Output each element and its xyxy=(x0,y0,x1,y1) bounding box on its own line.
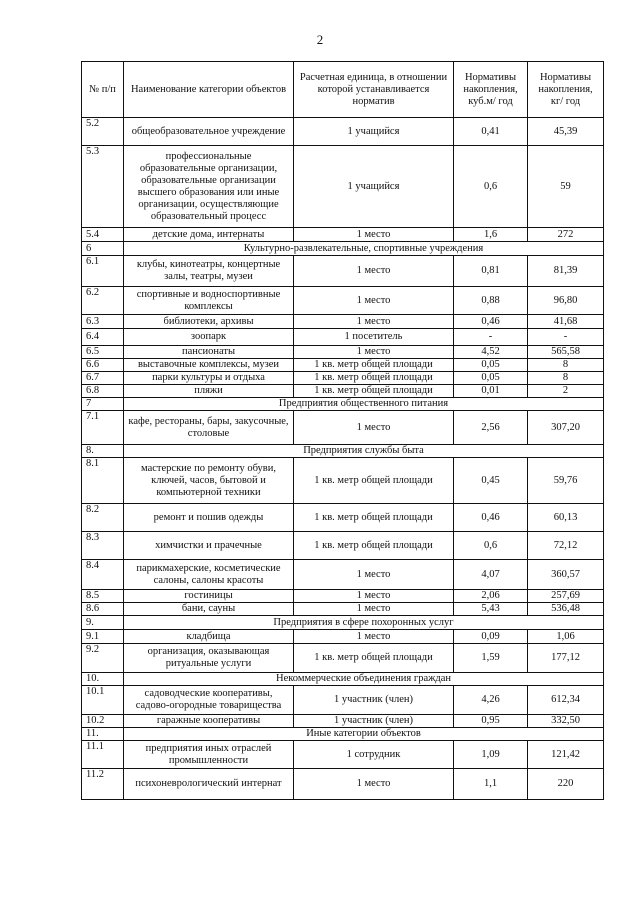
calculation-unit: 1 кв. метр общей площади xyxy=(294,385,454,398)
norm-mass: 45,39 xyxy=(528,118,604,146)
norm-volume: 1,6 xyxy=(454,228,528,242)
table-row xyxy=(82,532,604,560)
norm-volume: 2,56 xyxy=(454,411,528,445)
table-row xyxy=(82,769,604,800)
section-number: 7 xyxy=(82,398,124,411)
calculation-unit: 1 сотрудник xyxy=(294,741,454,769)
header-norm-volume: Нормативы накопления, куб.м/ год xyxy=(454,62,528,118)
table-row xyxy=(82,630,604,644)
calculation-unit: 1 место xyxy=(294,603,454,616)
calculation-unit: 1 участник (член) xyxy=(294,715,454,728)
section-number: 9. xyxy=(82,616,124,630)
object-category: общеобразовательное учреждение xyxy=(124,118,294,146)
calculation-unit: 1 учащийся xyxy=(294,118,454,146)
norm-mass: 72,12 xyxy=(528,532,604,560)
table-row xyxy=(82,315,604,329)
norm-volume: 0,45 xyxy=(454,458,528,504)
section-title: Некоммерческие объединения граждан xyxy=(124,673,604,686)
object-category: кафе, рестораны, бары, закусочные, столовые xyxy=(124,411,294,445)
norm-volume: 0,88 xyxy=(454,287,528,315)
calculation-unit: 1 место xyxy=(294,560,454,590)
norm-mass: 41,68 xyxy=(528,315,604,329)
object-category: клубы, кинотеатры, концертные залы, театры, музеи xyxy=(124,256,294,287)
table-row xyxy=(82,287,604,315)
object-category: химчистки и прачечные xyxy=(124,532,294,560)
row-number: 9.1 xyxy=(82,630,124,644)
row-number: 8.4 xyxy=(82,560,124,590)
norm-volume: 0,09 xyxy=(454,630,528,644)
calculation-unit: 1 место xyxy=(294,287,454,315)
header-unit: Расчетная единица, в отношении которой устанавливается норматив xyxy=(294,62,454,118)
norm-mass: 8 xyxy=(528,359,604,372)
norm-volume: 0,05 xyxy=(454,359,528,372)
object-category: выставочные комплексы, музеи xyxy=(124,359,294,372)
calculation-unit: 1 участник (член) xyxy=(294,686,454,715)
table-row xyxy=(82,504,604,532)
calculation-unit: 1 кв. метр общей площади xyxy=(294,458,454,504)
section-title: Культурно-развлекательные, спортивные учреждения xyxy=(124,242,604,256)
row-number: 11.1 xyxy=(82,741,124,769)
table-row xyxy=(82,715,604,728)
norms-table xyxy=(81,61,604,800)
table-row xyxy=(82,560,604,590)
calculation-unit: 1 место xyxy=(294,228,454,242)
table-row xyxy=(82,329,604,346)
object-category: детские дома, интернаты xyxy=(124,228,294,242)
calculation-unit: 1 кв. метр общей площади xyxy=(294,372,454,385)
table-row xyxy=(82,372,604,385)
norm-mass: 8 xyxy=(528,372,604,385)
object-category: организация, оказывающая ритуальные услуги xyxy=(124,644,294,673)
object-category: зоопарк xyxy=(124,329,294,346)
object-category: бани, сауны xyxy=(124,603,294,616)
norm-volume: 1,09 xyxy=(454,741,528,769)
norm-mass: 2 xyxy=(528,385,604,398)
object-category: пансионаты xyxy=(124,346,294,359)
section-title: Предприятия общественного питания xyxy=(124,398,604,411)
norm-volume: 0,05 xyxy=(454,372,528,385)
row-number: 9.2 xyxy=(82,644,124,673)
row-number: 6.5 xyxy=(82,346,124,359)
row-number: 6.7 xyxy=(82,372,124,385)
norm-mass: 220 xyxy=(528,769,604,800)
calculation-unit: 1 учащийся xyxy=(294,146,454,228)
table-row xyxy=(82,228,604,242)
page-number: 2 xyxy=(316,32,324,47)
row-number: 6.1 xyxy=(82,256,124,287)
row-number: 11.2 xyxy=(82,769,124,800)
object-category: гостиницы xyxy=(124,590,294,603)
section-row xyxy=(82,728,604,741)
table-body xyxy=(82,118,604,800)
norm-mass: - xyxy=(528,329,604,346)
table-row xyxy=(82,741,604,769)
norm-volume: 0,81 xyxy=(454,256,528,287)
norm-mass: 272 xyxy=(528,228,604,242)
norm-volume: 0,46 xyxy=(454,315,528,329)
table-row xyxy=(82,385,604,398)
norm-volume: 2,06 xyxy=(454,590,528,603)
object-category: пляжи xyxy=(124,385,294,398)
object-category: психоневрологический интернат xyxy=(124,769,294,800)
table-row xyxy=(82,411,604,445)
norm-volume: 5,43 xyxy=(454,603,528,616)
norm-mass: 59,76 xyxy=(528,458,604,504)
norm-mass: 565,58 xyxy=(528,346,604,359)
object-category: библиотеки, архивы xyxy=(124,315,294,329)
row-number: 6.8 xyxy=(82,385,124,398)
object-category: кладбища xyxy=(124,630,294,644)
norm-volume: 0,46 xyxy=(454,504,528,532)
section-row xyxy=(82,242,604,256)
row-number: 10.2 xyxy=(82,715,124,728)
norm-volume: 1,1 xyxy=(454,769,528,800)
norm-mass: 612,34 xyxy=(528,686,604,715)
object-category: ремонт и пошив одежды xyxy=(124,504,294,532)
norm-volume: - xyxy=(454,329,528,346)
norm-mass: 96,80 xyxy=(528,287,604,315)
table-row xyxy=(82,146,604,228)
norm-volume: 0,41 xyxy=(454,118,528,146)
table-row xyxy=(82,686,604,715)
calculation-unit: 1 место xyxy=(294,411,454,445)
norm-mass: 81,39 xyxy=(528,256,604,287)
object-category: парки культуры и отдыха xyxy=(124,372,294,385)
section-title: Предприятия службы быта xyxy=(124,445,604,458)
table-row xyxy=(82,458,604,504)
norm-mass: 332,50 xyxy=(528,715,604,728)
section-number: 8. xyxy=(82,445,124,458)
row-number: 6.4 xyxy=(82,329,124,346)
calculation-unit: 1 кв. метр общей площади xyxy=(294,359,454,372)
row-number: 8.5 xyxy=(82,590,124,603)
header-num: № п/п xyxy=(82,62,124,118)
calculation-unit: 1 место xyxy=(294,630,454,644)
norm-volume: 4,07 xyxy=(454,560,528,590)
calculation-unit: 1 кв. метр общей площади xyxy=(294,644,454,673)
section-number: 6 xyxy=(82,242,124,256)
norm-mass: 59 xyxy=(528,146,604,228)
norm-volume: 0,95 xyxy=(454,715,528,728)
norm-mass: 1,06 xyxy=(528,630,604,644)
row-number: 8.1 xyxy=(82,458,124,504)
section-row xyxy=(82,398,604,411)
table-row xyxy=(82,603,604,616)
object-category: мастерские по ремонту обуви, ключей, часов, бытовой и компьютерной техники xyxy=(124,458,294,504)
row-number: 10.1 xyxy=(82,686,124,715)
calculation-unit: 1 место xyxy=(294,769,454,800)
object-category: садоводческие кооперативы, садово-огородные товарищества xyxy=(124,686,294,715)
section-number: 11. xyxy=(82,728,124,741)
norm-mass: 360,57 xyxy=(528,560,604,590)
row-number: 6.2 xyxy=(82,287,124,315)
calculation-unit: 1 кв. метр общей площади xyxy=(294,504,454,532)
object-category: гаражные кооперативы xyxy=(124,715,294,728)
table-row xyxy=(82,346,604,359)
norm-mass: 257,69 xyxy=(528,590,604,603)
calculation-unit: 1 место xyxy=(294,315,454,329)
section-row xyxy=(82,616,604,630)
table-row xyxy=(82,118,604,146)
norm-mass: 60,13 xyxy=(528,504,604,532)
norm-volume: 4,52 xyxy=(454,346,528,359)
norm-mass: 121,42 xyxy=(528,741,604,769)
norm-volume: 1,59 xyxy=(454,644,528,673)
norm-volume: 0,01 xyxy=(454,385,528,398)
calculation-unit: 1 посетитель xyxy=(294,329,454,346)
calculation-unit: 1 место xyxy=(294,256,454,287)
section-title: Предприятия в сфере похоронных услуг xyxy=(124,616,604,630)
norm-volume: 4,26 xyxy=(454,686,528,715)
norm-volume: 0,6 xyxy=(454,532,528,560)
section-title: Иные категории объектов xyxy=(124,728,604,741)
table-row xyxy=(82,590,604,603)
section-row xyxy=(82,673,604,686)
section-number: 10. xyxy=(82,673,124,686)
object-category: предприятия иных отраслей промышленности xyxy=(124,741,294,769)
row-number: 6.3 xyxy=(82,315,124,329)
table-row xyxy=(82,256,604,287)
calculation-unit: 1 кв. метр общей площади xyxy=(294,532,454,560)
header-name: Наименование категории объектов xyxy=(124,62,294,118)
row-number: 8.2 xyxy=(82,504,124,532)
section-row xyxy=(82,445,604,458)
row-number: 5.4 xyxy=(82,228,124,242)
table-header-row xyxy=(82,62,604,118)
calculation-unit: 1 место xyxy=(294,590,454,603)
header-norm-mass: Нормативы накопления, кг/ год xyxy=(528,62,604,118)
norm-mass: 536,48 xyxy=(528,603,604,616)
object-category: спортивные и водноспортивные комплексы xyxy=(124,287,294,315)
row-number: 8.6 xyxy=(82,603,124,616)
row-number: 8.3 xyxy=(82,532,124,560)
table-row xyxy=(82,644,604,673)
norm-volume: 0,6 xyxy=(454,146,528,228)
row-number: 5.2 xyxy=(82,118,124,146)
norm-mass: 177,12 xyxy=(528,644,604,673)
object-category: парикмахерские, косметические салоны, салоны красоты xyxy=(124,560,294,590)
row-number: 5.3 xyxy=(82,146,124,228)
row-number: 6.6 xyxy=(82,359,124,372)
table-row xyxy=(82,359,604,372)
row-number: 7.1 xyxy=(82,411,124,445)
norm-mass: 307,20 xyxy=(528,411,604,445)
calculation-unit: 1 место xyxy=(294,346,454,359)
object-category: профессиональные образовательные организации, образовательные организации высшего образования или иные организации, осуществляющие образовательный процесс xyxy=(124,146,294,228)
